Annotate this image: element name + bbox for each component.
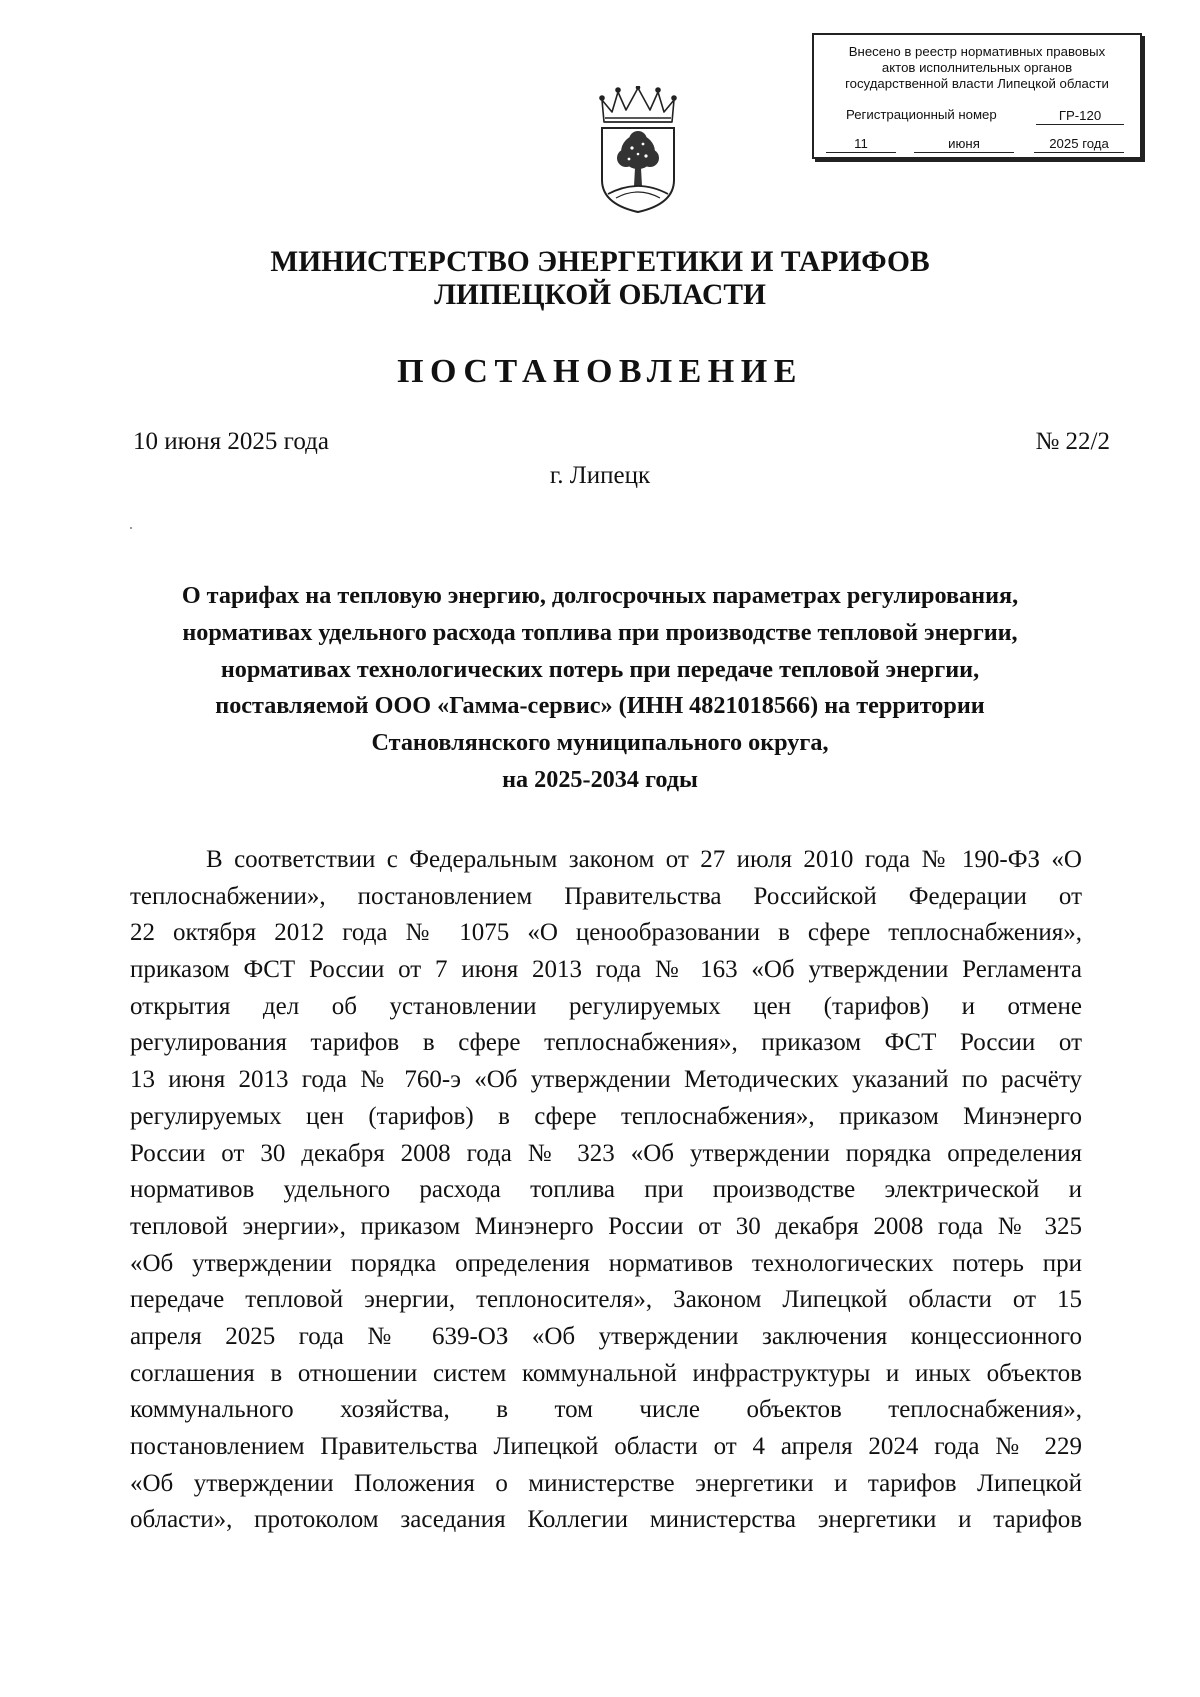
ministry-name-line: ЛИПЕЦКОЙ ОБЛАСТИ (434, 279, 766, 311)
title-line: Становлянского муниципального округа, (371, 729, 829, 757)
stamp-line: государственной власти Липецкой области (845, 76, 1109, 91)
title-line: поставляемой ООО «Гамма-сервис» (ИНН 4821018566) на территории (215, 692, 985, 720)
body-line: 13 июня 2013 года № 760-э «Об утверждении Методических указаний по расчёту (130, 1066, 1082, 1094)
body-line: приказом ФСТ России от 7 июня 2013 года № 163 «Об утверждении Регламента (130, 956, 1082, 984)
stamp-registration-number: ГР-120 (1036, 107, 1124, 125)
coat-of-arms-icon (596, 86, 680, 214)
title-line: О тарифах на тепловую энергию, долгосрочных параметрах регулирования, (181, 582, 1019, 609)
body-line: регулирования тарифов в сфере теплоснабжения», приказом ФСТ России от (130, 1029, 1082, 1057)
body-line: России от 30 декабря 2008 года № 323 «Об утверждении порядка определения (130, 1139, 1082, 1167)
body-line: области», протоколом заседания Коллегии министерства энергетики и тарифов (130, 1506, 1082, 1534)
body-line: В соответствии с Федеральным законом от 27 июля 2010 года № 190-ФЗ «О (206, 846, 1082, 873)
body-line: постановлением Правительства Липецкой области от 4 апреля 2024 года № 229 (130, 1433, 1082, 1460)
title-line: нормативах технологических потерь при передаче тепловой энергии, (220, 655, 980, 683)
body-line: открытия дел об установлении регулируемых цен (тарифов) и отмене (130, 992, 1082, 1020)
stamp-date-row (814, 135, 1140, 153)
registry-stamp (812, 33, 1142, 159)
document-city: г. Липецк (549, 462, 651, 489)
document-type: ПОСТАНОВЛЕНИЕ (397, 353, 803, 390)
ministry-name (0, 246, 1200, 312)
document-title (120, 578, 1080, 799)
body-line: регулируемых цен (тарифов) в сфере теплоснабжения», приказом Минэнерго (130, 1102, 1082, 1130)
body-line: «Об утверждении порядка определения нормативов технологических потерь при (130, 1249, 1082, 1277)
document-body (130, 842, 1082, 1539)
body-line: тепловой энергии», приказом Минэнерго России от 30 декабря 2008 года № 325 (130, 1212, 1082, 1240)
body-line: соглашения в отношении систем коммунальной инфраструктуры и иных объектов (130, 1359, 1082, 1387)
stamp-date-day: 11 (826, 135, 896, 153)
body-line: апреля 2025 года № 639-ОЗ «Об утверждении заключения концессионного (130, 1322, 1082, 1350)
title-line: нормативах удельного расхода топлива при производстве тепловой энергии, (182, 618, 1018, 646)
body-line: 22 октября 2012 года № 1075 «О ценообразовании в сфере теплоснабжения», (130, 919, 1082, 947)
body-line: передаче тепловой энергии, теплоносителя», Законом Липецкой области от 15 (130, 1286, 1082, 1314)
body-line: «Об утверждении Положения о министерстве энергетики и тарифов Липецкой (130, 1469, 1082, 1497)
stamp-registration-row (814, 107, 1140, 125)
stamp-date-month: июня (914, 135, 1014, 153)
body-line: теплоснабжении», постановлением Правительства Российской Федерации от (130, 882, 1082, 910)
document-number: № 22/2 (1035, 428, 1110, 455)
ministry-name-line: МИНИСТЕРСТВО ЭНЕРГЕТИКИ И ТАРИФОВ (270, 246, 930, 278)
body-line: коммунального хозяйства, в том числе объектов теплоснабжения», (130, 1396, 1082, 1424)
document-date: 10 июня 2025 года (133, 428, 329, 455)
scan-speck (130, 527, 132, 529)
title-line: на 2025-2034 годы (502, 765, 698, 793)
stamp-registration-label: Регистрационный номер (846, 107, 997, 122)
body-line: нормативов удельного расхода топлива при производстве электрической и (130, 1176, 1082, 1204)
stamp-line: Внесено в реестр нормативных правовых (848, 44, 1106, 59)
stamp-date-year: 2025 года (1034, 135, 1124, 153)
stamp-line: актов исполнительных органов (881, 60, 1073, 75)
